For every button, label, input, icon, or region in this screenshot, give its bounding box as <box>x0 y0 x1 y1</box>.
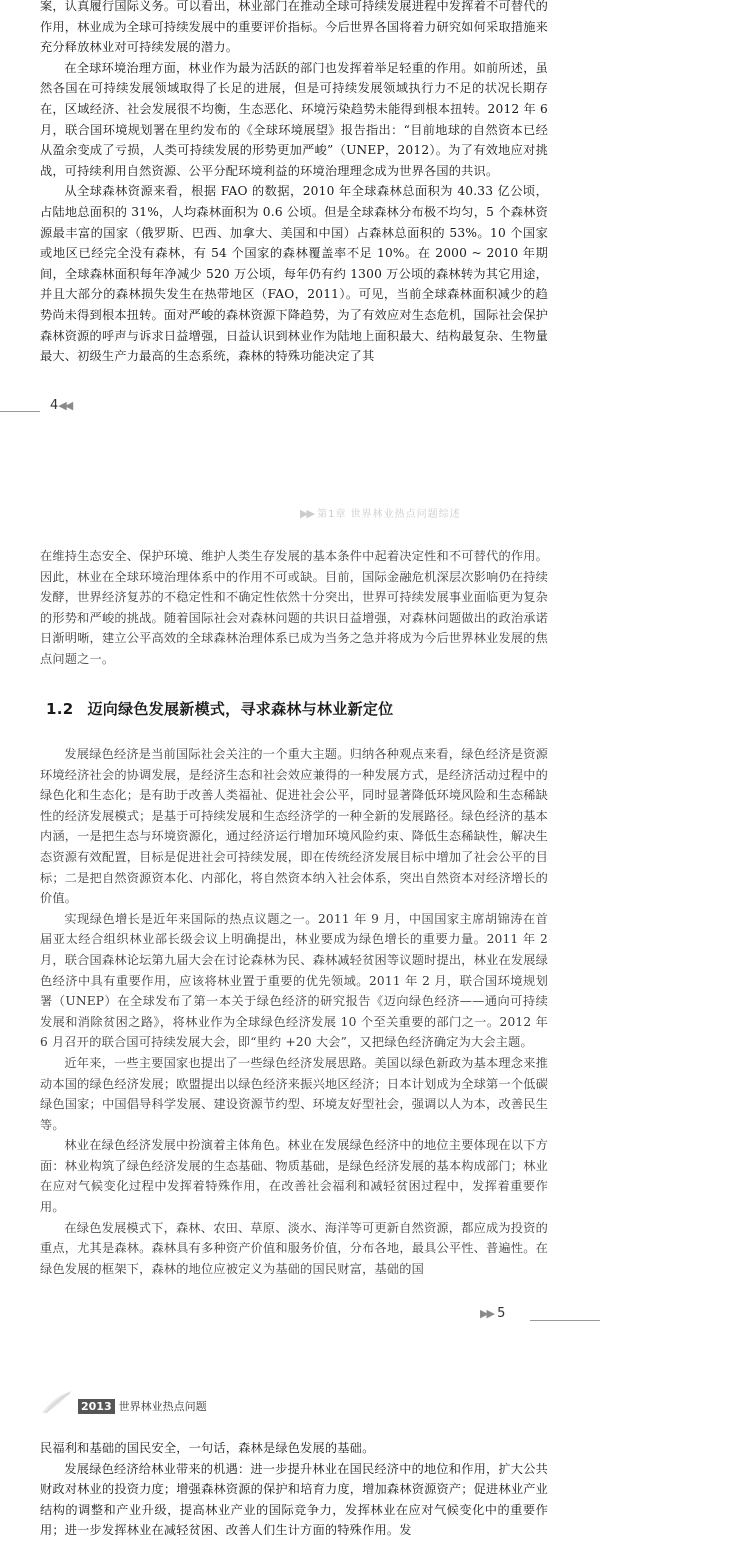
page5-number-text: 5 <box>497 1306 506 1321</box>
page5-paragraph-3: 近年来，一些主要国家也提出了一些绿色经济发展思路。美国以绿色新政为基本理念来推动本国的绿色经济发展；欧盟提出以绿色经济来振兴地区经济；日本计划成为全球第一个低碳绿色国家；中国倡导科学发展、建设资源节约型、环境友好型社会，强调以人为本，改善民生等。 <box>40 1055 548 1132</box>
page6-paragraph-2: 发展绿色经济给林业带来的机遇：进一步提升林业在国民经济中的地位和作用，扩大公共财政对林业的投资力度；增强森林资源的保护和培育力度，增加森林资源资产；促进林业产业结构的调整和产业升级，提高林业产业的国际竞争力，发挥林业在应对气候变化中的重要作用；进一步发挥林业在减轻贫困、改善人们生计方面的特殊作用。发 <box>40 1461 548 1538</box>
page4-paragraph-1: 案，认真履行国际义务。可以看出，林业部门在推动全球可持续发展进程中发挥着不可替代的作用，林业成为全球可持续发展中的重要评价指标。今后世界各国将着力研究如何采取措施来充分释放林业对可持续发展的潜力。 <box>40 0 548 55</box>
page5-paragraph-2: 实现绿色增长是近年来国际的热点议题之一。2011 年 9 月，中国国家主席胡锦涛在首届亚太经合组织林业部长级会议上明确提出，林业要成为绿色增长的重要力量。2011 年 2 月，联合国森林论坛第九届大会在讨论森林为民、森林减轻贫困等议题时提出，林业在发展绿色经济中具有重要作用，应该将林业置于重要的优先领域。2011 年 2 月，联合国环境规划署（UNEP）在全球发布了第一本关于绿色经济的研究报告《迈向绿色经济——通向可持续发展和消除贫困之路》，将林业作为全球绿色经济发展 10 个至关重要的部门之一。2012 年 6 月召开的联合国可持续发展大会，即“里约 +20 大会”，又把绿色经济确定为大会主题。 <box>40 911 548 1050</box>
page4-paragraph-3: 从全球森林资源来看，根据 FAO 的数据，2010 年全球森林总面积为 40.33 亿公顷，占陆地总面积的 31%，人均森林面积为 0.6 公顷。但是全球森林分布极不均匀，5 个森林资源最丰富的国家（俄罗斯、巴西、加拿大、美国和中国）占森林总面积的 53%。10 个国家或地区已经完全没有森林，有 54 个国家的森林覆盖率不足 10%。在 2000 ~ 2010 年期间，全球森林面积每年净减少 520 万公顷，每年仍有约 1300 万公顷的森林转为其它用途，并且大部分的森林损失发生在热带地区（FAO，2011）。可见，当前全球森林面积减少的趋势尚未得到根本扭转。面对严峻的森林资源下降趋势，为了有效应对生态危机，国际社会保护森林资源的呼声与诉求日益增强，日益认识到林业作为陆地上面积最大、结构最复杂、生物量最大、初级生产力最高的生态系统，森林的特殊功能决定了其 <box>40 184 548 364</box>
page-arrow-left-icon: ◀◀ <box>58 399 72 412</box>
page4-number-text: 4 <box>50 398 59 413</box>
page5-paragraph-1: 发展绿色经济是当前国际社会关注的一个重大主题。归纳各种观点来看，绿色经济是资源环境经济社会的协调发展，是经济生态和社会效应兼得的一种发展方式，是经济活动过程中的绿色化和生态化；是有助于改善人类福祉、促进社会公平，同时显著降低环境风险和生态稀缺性的经济发展模式；是基于可持续发展和生态经济学的一种全新的发展路径。绿色经济的基本内涵，一是把生态与环境资源化，通过经济运行增加环境风险约束、降低生态稀缺性，解决生态资源有效配置，目标是促进社会可持续发展，即在传统经济发展目标中增加了社会公平的目标；二是把自然资源资本化、内部化，将自然资本纳入社会体系，突出自然资本对经济增长的价值。 <box>40 747 548 906</box>
page5-intro <box>40 546 548 670</box>
page4-body <box>40 0 548 367</box>
page4-footer-rule <box>0 411 40 412</box>
page6-body <box>40 1438 548 1541</box>
page6-book-header <box>78 1398 207 1414</box>
header-arrow-icon: ▶▶ <box>300 507 313 520</box>
section-title: 迈向绿色发展新模式，寻求森林与林业新定位 <box>87 700 394 718</box>
book-year-badge: 2013 <box>78 1399 115 1414</box>
book-title: 世界林业热点问题 <box>118 1400 207 1413</box>
page-arrow-right-icon: ▶▶ <box>480 1307 493 1320</box>
page4-paragraph-2: 在全球环境治理方面，林业作为最为活跃的部门也发挥着举足轻重的作用。如前所述，虽然各国在可持续发展领域取得了长足的进展，但是可持续发展领域执行力不足的状况长期存在，区域经济、社会发展很不均衡，生态恶化、环境污染趋势未能得到根本扭转。2012 年 6 月，联合国环境规划署在里约发布的《全球环境展望》报告指出：“目前地球的自然资本已经从盈余变成了亏损，人类可持续发展的形势更加严峻”（UNEP，2012）。为了有效地应对挑战，可持续利用自然资源、公平分配环境利益的环境治理理念成为世界各国的共识。 <box>40 60 548 178</box>
page5-footer-rule <box>530 1320 600 1321</box>
leaf-logo-icon <box>40 1389 74 1415</box>
page4-number <box>50 398 71 413</box>
page5-body <box>40 744 548 1279</box>
page6-paragraph-1: 民福利和基础的国民安全，一句话，森林是绿色发展的基础。 <box>40 1441 375 1455</box>
section-heading <box>46 698 394 719</box>
page5-intro-paragraph: 在维持生态安全、保护环境、维护人类生存发展的基本条件中起着决定性和不可替代的作用。因此，林业在全球环境治理体系中的作用不可或缺。目前，国际金融危机深层次影响仍在持续发酵，世界经济复苏的不稳定性和不确定性依然十分突出，世界可持续发展事业面临更为复杂的形势和严峻的挑战。随着国际社会对森林问题的共识日益增强，对森林问题做出的政治承诺日渐明晰，建立公平高效的全球森林治理体系已成为当务之急并将成为今后世界林业发展的焦点问题之一。 <box>40 549 548 666</box>
page5-running-header <box>300 505 461 520</box>
page5-running-header-text: 第1章 世界林业热点问题综述 <box>317 509 461 520</box>
page5-number <box>480 1306 505 1321</box>
page5-paragraph-4: 林业在绿色经济发展中扮演着主体角色。林业在发展绿色经济中的地位主要体现在以下方面：林业构筑了绿色经济发展的生态基础、物质基础，是绿色经济发展的基本构成部门；林业在应对气候变化过程中发挥着特殊作用，在改善社会福利和减轻贫困过程中，发挥着重要作用。 <box>40 1138 548 1215</box>
section-number: 1.2 <box>46 700 74 718</box>
page5-paragraph-5: 在绿色发展模式下，森林、农田、草原、淡水、海洋等可更新自然资源，都应成为投资的重点，尤其是森林。森林具有多种资产价值和服务价值，分布各地，最具公平性、普遍性。在绿色发展的框架下，森林的地位应被定义为基础的国民财富，基础的国 <box>40 1220 548 1276</box>
